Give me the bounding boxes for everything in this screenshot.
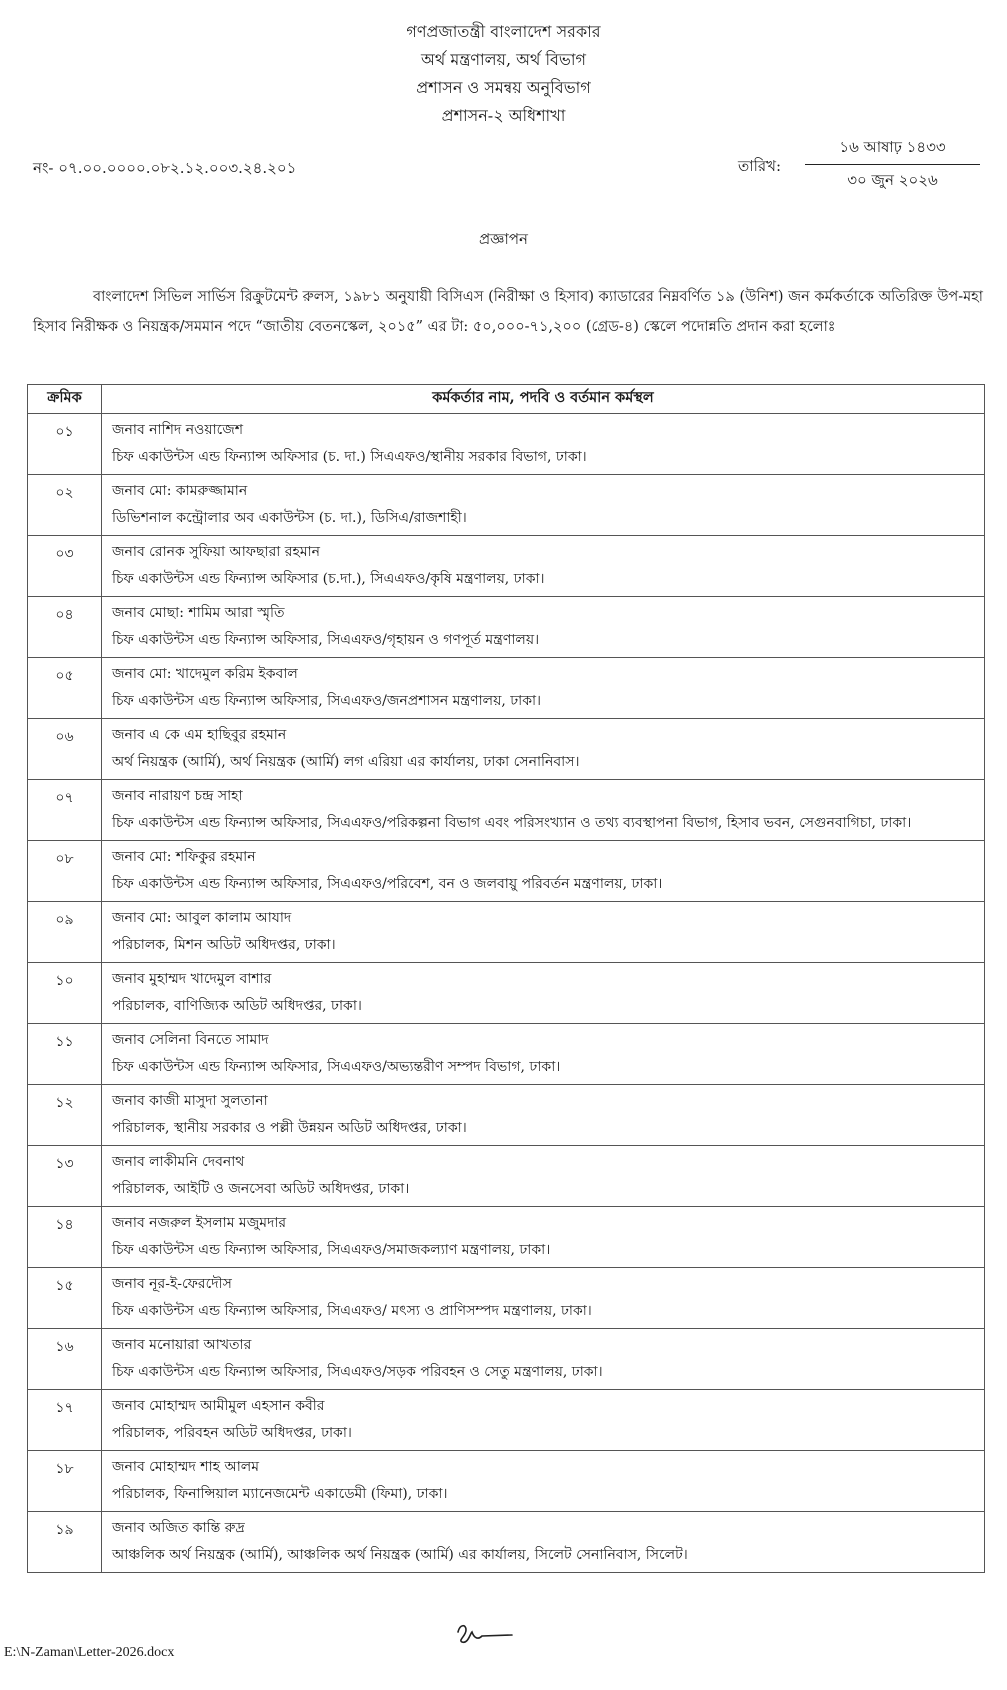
officer-post: চিফ একাউন্টস এন্ড ফিন্যান্স অফিসার, সিএএফও/পরিবেশ, বন ও জলবায়ু পরিবর্তন মন্ত্রণালয়, ঢাকা। [112,876,663,892]
officer-post: পরিচালক, স্থানীয় সরকার ও পল্লী উন্নয়ন অডিট অধিদপ্তর, ঢাকা। [112,1120,467,1136]
letterhead-ministry: অর্থ মন্ত্রণালয়, অর্থ বিভাগ [421,50,586,69]
serial-number: ১৭ [28,1390,102,1451]
table-row [28,963,985,1024]
officer-details [102,780,985,841]
date-label: তারিখ: [738,157,782,175]
officer-name: জনাব মো: খাদেমুল করিম ইকবাল [112,666,298,682]
officer-post: আঞ্চলিক অর্থ নিয়ন্ত্রক (আর্মি), আঞ্চলিক অর্থ নিয়ন্ত্রক (আর্মি) এর কার্যালয়, সিলেট সেনানিবাস, সিলেট। [112,1547,688,1563]
officer-details [102,658,985,719]
letterhead [0,18,1007,130]
table-row [28,1146,985,1207]
officers-table-body [28,414,985,1573]
officers-table [27,384,985,1573]
officer-post: চিফ একাউন্টস এন্ড ফিন্যান্স অফিসার, সিএএফও/পরিকল্পনা বিভাগ এবং পরিসংখ্যান ও তথ্য ব্যবস্থাপনা বিভাগ, হিসাব ভবন, সেগুনবাগিচা, ঢাকা। [112,815,912,831]
table-row [28,902,985,963]
officer-post: চিফ একাউন্টস এন্ড ফিন্যান্স অফিসার, সিএএফও/সড়ক পরিবহন ও সেতু মন্ত্রণালয়, ঢাকা। [112,1364,603,1380]
officer-post: পরিচালক, বাণিজ্যিক অডিট অধিদপ্তর, ঢাকা। [112,998,362,1014]
serial-number: ১৬ [28,1329,102,1390]
serial-number: ১৪ [28,1207,102,1268]
serial-number: ০৭ [28,780,102,841]
officer-name: জনাব মো: আবুল কালাম আযাদ [112,910,292,926]
officer-name: জনাব মো: শফিকুর রহমান [112,849,256,865]
notice-title: প্রজ্ঞাপন [478,230,529,248]
officer-post: চিফ একাউন্টস এন্ড ফিন্যান্স অফিসার (চ. দা.) সিএএফও/স্থানীয় সরকার বিভাগ, ঢাকা। [112,449,587,465]
serial-number: ১১ [28,1024,102,1085]
table-row [28,1024,985,1085]
intro-paragraph: বাংলাদেশ সিভিল সার্ভিস রিক্রুটমেন্ট রুলস, ১৯৮১ অনুযায়ী বিসিএস (নিরীক্ষা ও হিসাব) ক্যাডারের নিম্নবর্ণিত ১৯ (উনিশ) জন কর্মকর্তাকে অতিরিক্ত উপ-মহা হিসাব নিরীক্ষক ও নিয়ন্ত্রক/সমমান পদে “জাতীয় বেতনস্কেল, ২০১৫” এর টা: ৫০,০০০-৭১,২০০ (গ্রেড-৪) স্কেলে পদোন্নতি প্রদান করা হলোঃ [33,289,983,335]
officer-post: ডিভিশনাল কন্ট্রোলার অব একাউন্টস (চ. দা.), ডিসিএ/রাজশাহী। [112,510,467,526]
officer-name: জনাব মুহাম্মদ খাদেমুল বাশার [112,971,272,987]
table-row [28,475,985,536]
table-row [28,536,985,597]
officer-name: জনাব নারায়ণ চন্দ্র সাহা [112,788,243,804]
officer-details [102,719,985,780]
officer-post: চিফ একাউন্টস এন্ড ফিন্যান্স অফিসার, সিএএফও/গৃহায়ন ও গণপূর্ত মন্ত্রণালয়। [112,632,540,648]
officer-name: জনাব মোহাম্মদ শাহ আলম [112,1459,259,1475]
letterhead-branch: প্রশাসন-২ অধিশাখা [441,106,566,125]
serial-number: ০৪ [28,597,102,658]
officer-details [102,841,985,902]
footer-file-path: E:\N-Zaman\Letter-2026.docx [4,1645,175,1660]
officer-details [102,1024,985,1085]
officer-details [102,1085,985,1146]
table-row [28,1207,985,1268]
officer-details [102,1451,985,1512]
serial-number: ১০ [28,963,102,1024]
table-row [28,841,985,902]
officer-details [102,414,985,475]
officer-post: চিফ একাউন্টস এন্ড ফিন্যান্স অফিসার, সিএএফও/ মৎস্য ও প্রাণিসম্পদ মন্ত্রণালয়, ঢাকা। [112,1303,592,1319]
officer-post: পরিচালক, পরিবহন অডিট অধিদপ্তর, ঢাকা। [112,1425,352,1441]
table-row [28,780,985,841]
officer-post: পরিচালক, আইটি ও জনসেবা অডিট অধিদপ্তর, ঢাকা। [112,1181,410,1197]
officer-name: জনাব অজিত কান্তি রুদ্র [112,1520,245,1536]
officer-name: জনাব নাশিদ নওয়াজেশ [112,422,244,438]
details-column-header: কর্মকর্তার নাম, পদবি ও বর্তমান কর্মস্থল [102,385,985,414]
officer-post: চিফ একাউন্টস এন্ড ফিন্যান্স অফিসার (চ.দা.), সিএএফও/কৃষি মন্ত্রণালয়, ঢাকা। [112,571,545,587]
officer-post: অর্থ নিয়ন্ত্রক (আর্মি), অর্থ নিয়ন্ত্রক (আর্মি) লগ এরিয়া এর কার্যালয়, ঢাকা সেনানিবাস। [112,754,580,770]
serial-number: ০৯ [28,902,102,963]
officer-name: জনাব নজরুল ইসলাম মজুমদার [112,1215,287,1231]
table-row [28,1451,985,1512]
officer-details [102,536,985,597]
table-row [28,1085,985,1146]
serial-number: ০৮ [28,841,102,902]
officer-name: জনাব নূর-ই-ফেরদৌস [112,1276,232,1292]
officer-details [102,1268,985,1329]
serial-number: ১২ [28,1085,102,1146]
serial-number: ০৫ [28,658,102,719]
table-row [28,658,985,719]
date-bangla: ১৬ আষাঢ় ১৪৩৩ [805,136,980,165]
officer-details [102,1329,985,1390]
table-row [28,414,985,475]
officer-details [102,475,985,536]
officer-post: পরিচালক, মিশন অডিট অধিদপ্তর, ঢাকা। [112,937,336,953]
officer-details [102,1207,985,1268]
officer-details [102,1146,985,1207]
table-row [28,597,985,658]
officer-details [102,1512,985,1573]
memo-number: নং- ০৭.০০.০০০০.০৮২.১২.০০৩.২৪.২০১ [33,159,297,177]
officer-post: পরিচালক, ফিনান্সিয়াল ম্যানেজমেন্ট একাডেমী (ফিমা), ঢাকা। [112,1486,448,1502]
table-header-row [28,385,985,414]
officer-name: জনাব মোছা: শামিম আরা স্মৃতি [112,605,285,621]
letterhead-government: গণপ্রজাতন্ত্রী বাংলাদেশ সরকার [406,22,601,41]
officer-details [102,902,985,963]
officer-name: জনাব মোহাম্মদ আমীমুল এহসান কবীর [112,1398,325,1414]
officer-name: জনাব মনোয়ারা আখতার [112,1337,252,1353]
serial-number: ১৫ [28,1268,102,1329]
serial-number: ১৮ [28,1451,102,1512]
officer-details [102,963,985,1024]
letterhead-wing: প্রশাসন ও সমন্বয় অনুবিভাগ [416,78,591,97]
serial-number: ১৩ [28,1146,102,1207]
officer-post: চিফ একাউন্টস এন্ড ফিন্যান্স অফিসার, সিএএফও/সমাজকল্যাণ মন্ত্রণালয়, ঢাকা। [112,1242,551,1258]
table-row [28,1268,985,1329]
officer-name: জনাব কাজী মাসুদা সুলতানা [112,1093,268,1109]
table-row [28,1329,985,1390]
officer-details [102,1390,985,1451]
serial-number: ১৯ [28,1512,102,1573]
table-row [28,719,985,780]
officer-name: জনাব রোনক সুফিয়া আফছারা রহমান [112,544,321,560]
officer-details [102,597,985,658]
table-row [28,1512,985,1573]
serial-number: ০৬ [28,719,102,780]
serial-column-header: ক্রমিক [28,385,102,414]
officer-post: চিফ একাউন্টস এন্ড ফিন্যান্স অফিসার, সিএএফও/অভ্যন্তরীণ সম্পদ বিভাগ, ঢাকা। [112,1059,561,1075]
officer-post: চিফ একাউন্টস এন্ড ফিন্যান্স অফিসার, সিএএফও/জনপ্রশাসন মন্ত্রণালয়, ঢাকা। [112,693,542,709]
serial-number: ০১ [28,414,102,475]
date-english: ৩০ জুন ২০২৬ [847,171,938,189]
serial-number: ০৩ [28,536,102,597]
signature-mark [452,1620,522,1650]
officer-name: জনাব মো: কামরুজ্জামান [112,483,248,499]
officer-name: জনাব সেলিনা বিনতে সামাদ [112,1032,269,1048]
table-row [28,1390,985,1451]
officer-name: জনাব লাকীমনি দেবনাথ [112,1154,245,1170]
officer-name: জনাব এ কে এম হাছিবুর রহমান [112,727,287,743]
serial-number: ০২ [28,475,102,536]
date-block [805,136,980,194]
